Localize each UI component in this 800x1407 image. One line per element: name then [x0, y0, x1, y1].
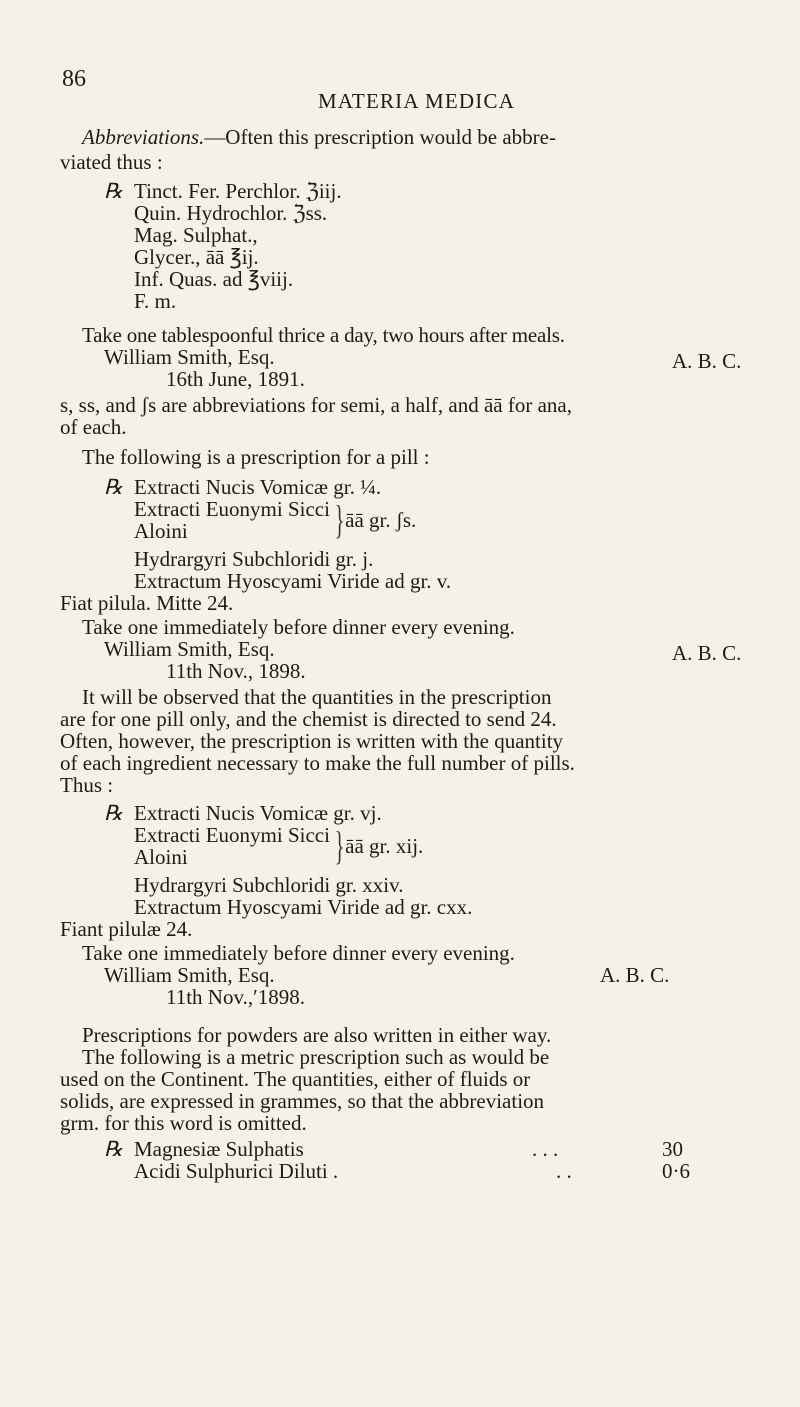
- rx-symbol: ℞: [104, 1137, 123, 1161]
- rx3-fiat: Fiant pilulæ 24.: [60, 917, 193, 941]
- running-header: MATERIA MEDICA: [318, 89, 516, 113]
- rx4-item-1-amount: 30: [662, 1137, 683, 1161]
- rx2-date: 11th Nov., 1898.: [166, 659, 306, 683]
- rx3-line-4: Extractum Hyoscyami Viride ad gr. cxx.: [134, 895, 473, 919]
- paragraph-line-4: of each ingredient necessary to make the full number of pills.: [60, 751, 575, 775]
- rx2-line-4: Extractum Hyoscyami Viride ad gr. v.: [134, 569, 452, 593]
- paragraph2-line-3: used on the Continent. The quantities, either of fluids or: [60, 1067, 531, 1091]
- paragraph-line-5: Thus :: [60, 773, 114, 797]
- abbrev-note-2: of each.: [60, 415, 127, 439]
- rx4-item-1-dots: . . .: [532, 1137, 559, 1161]
- rx3-brace-names: Extracti Euonymi Sicci Aloini: [134, 823, 330, 869]
- rx1-directions: Take one tablespoonful thrice a day, two hours after meals.: [82, 323, 565, 347]
- paragraph2-line-1: Prescriptions for powders are also written in either way.: [82, 1023, 552, 1047]
- rx1-patient: William Smith, Esq.: [104, 345, 275, 369]
- rx1-date: 16th June, 1891.: [166, 367, 305, 391]
- paragraph-line-3: Often, however, the prescription is written with the quantity: [60, 729, 564, 753]
- rx2-patient: William Smith, Esq.: [104, 637, 275, 661]
- rx2-line-1: ℞ Extracti Nucis Vomicæ gr. ¼.: [104, 475, 382, 499]
- paragraph-line-1: It will be observed that the quantities in the prescription: [82, 685, 552, 709]
- rx4-item-name: Magnesiæ Sulphatis: [134, 1137, 304, 1161]
- rx2-brace-value: āā gr. ʃs.: [345, 508, 417, 532]
- rx3-brace-value: āā gr. xij.: [345, 834, 424, 858]
- rx1-physician: A. B. C.: [672, 349, 742, 373]
- rx3-line-3: Hydrargyri Subchloridi gr. xxiv.: [134, 873, 404, 897]
- intro-text: —Often this prescription would be abbre-: [204, 125, 556, 149]
- rx-symbol: ℞: [104, 801, 123, 825]
- rx1-line-3: Mag. Sulphat.,: [134, 223, 258, 247]
- rx1-line-4: Glycer., āā ℥ij.: [134, 245, 259, 269]
- rx2-fiat: Fiat pilula. Mitte 24.: [60, 591, 234, 615]
- intro-term: Abbreviations.: [82, 125, 205, 149]
- intro-line-2: viated thus :: [60, 150, 163, 174]
- rx4-item-2-dots: . .: [556, 1159, 572, 1183]
- rx3-brace-group: [134, 824, 423, 868]
- rx3-line-1: ℞ Extracti Nucis Vomicæ gr. vj.: [104, 801, 382, 825]
- rx-symbol: ℞: [104, 179, 123, 203]
- rx4-item-2-amount: 0·6: [662, 1159, 690, 1183]
- rx3-patient: William Smith, Esq.: [104, 963, 275, 987]
- paragraph2-line-2: The following is a metric prescription such as would be: [82, 1045, 550, 1069]
- rx2-directions: Take one immediately before dinner every evening.: [82, 615, 515, 639]
- page-number: 86: [62, 66, 86, 92]
- rx3-physician: A. B. C.: [600, 963, 670, 987]
- rx3-date: 11th Nov.,ʹ1898.: [166, 985, 305, 1009]
- rx1-line-5: Inf. Quas. ad ℥viij.: [134, 267, 294, 291]
- brace-icon: }: [334, 497, 345, 542]
- pill-intro: The following is a prescription for a pill :: [82, 445, 430, 469]
- rx2-brace-group: [134, 498, 416, 542]
- paragraph-line-2: are for one pill only, and the chemist is directed to send 24.: [60, 707, 557, 731]
- rx-symbol: ℞: [104, 475, 123, 499]
- rx3-directions: Take one immediately before dinner every evening.: [82, 941, 515, 965]
- rx4-item-2: Acidi Sulphurici Diluti .: [134, 1159, 339, 1183]
- rx2-line-3: Hydrargyri Subchloridi gr. j.: [134, 547, 374, 571]
- intro-line-1: [82, 124, 556, 150]
- abbrev-note-1: s, ss, and ʃs are abbreviations for semi, a half, and āā for ana,: [60, 393, 572, 417]
- rx2-physician: A. B. C.: [672, 641, 742, 665]
- brace-icon: }: [334, 823, 345, 868]
- rx1-line-2: Quin. Hydrochlor. ℨss.: [134, 201, 328, 225]
- paragraph2-line-4: solids, are expressed in grammes, so that the abbreviation: [60, 1089, 545, 1113]
- paragraph2-line-5: grm. for this word is omitted.: [60, 1111, 307, 1135]
- rx1-line-6: F. m.: [134, 289, 177, 313]
- rx2-brace-names: Extracti Euonymi Sicci Aloini: [134, 497, 330, 543]
- rx1-line-1: ℞ Tinct. Fer. Perchlor. ℨiij.: [104, 179, 342, 203]
